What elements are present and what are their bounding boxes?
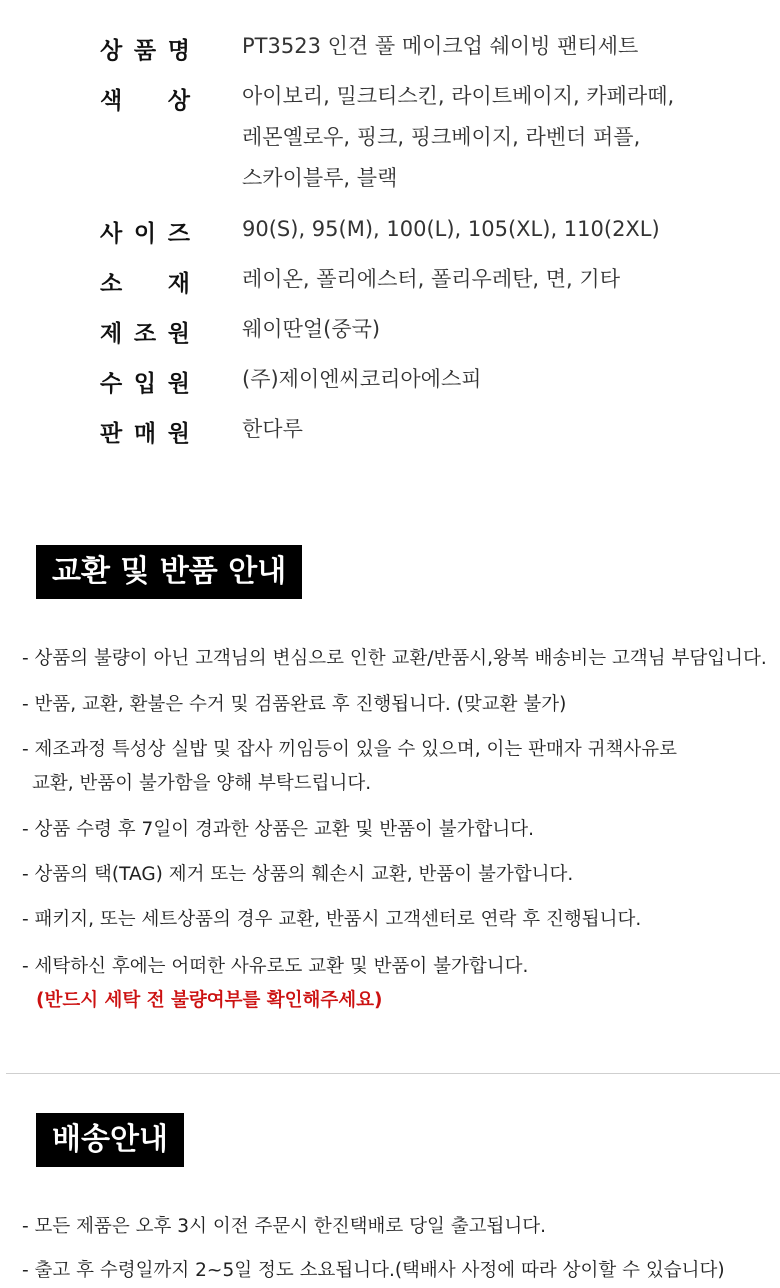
spec-label: 상 품 명 [100,38,190,64]
spec-value: (주)제이엔씨코리아에스피 [242,367,482,391]
exchange-note: - 제조과정 특성상 실밥 및 잡사 끼임등이 있을 수 있으며, 이는 판매자 귀책사유로 [22,739,677,760]
shipping-note: - 출고 후 수령일까지 2~5일 정도 소요됩니다.(택배사 사정에 따라 상이할 수 있습니다) [22,1260,725,1281]
spec-value: PT3523 인견 풀 메이크업 쉐이빙 팬티세트 [242,34,639,58]
exchange-note: - 상품의 택(TAG) 제거 또는 상품의 훼손시 교환, 반품이 불가합니다. [22,864,574,885]
spec-value-line: 레몬옐로우, 핑크, 핑크베이지, 라벤더 퍼플, [242,125,641,149]
shipping-section-title: 배송안내 [36,1113,184,1167]
exchange-section-title: 교환 및 반품 안내 [36,545,302,599]
spec-label: 수 입 원 [100,371,190,397]
spec-label: 소 재 [100,271,190,297]
exchange-note: - 패키지, 또는 세트상품의 경우 교환, 반품시 고객센터로 연락 후 진행됩니다. [22,909,642,930]
spec-label: 색 상 [100,88,190,114]
exchange-note: - 상품 수령 후 7일이 경과한 상품은 교환 및 반품이 불가합니다. [22,819,535,840]
spec-value: 한다루 [242,417,303,441]
exchange-note: - 세탁하신 후에는 어떠한 사유로도 교환 및 반품이 불가합니다. [22,956,529,977]
exchange-note-continued: 교환, 반품이 불가함을 양해 부탁드립니다. [32,773,372,794]
wash-warning: (반드시 세탁 전 불량여부를 확인해주세요) [36,990,383,1011]
section-divider [6,1073,780,1074]
exchange-note: - 상품의 불량이 아닌 고객님의 변심으로 인한 교환/반품시,왕복 배송비는 고객님 부담입니다. [22,648,767,669]
spec-label: 제 조 원 [100,321,190,347]
spec-value: 90(S), 95(M), 100(L), 105(XL), 110(2XL) [242,217,660,241]
spec-value-line: 아이보리, 밀크티스킨, 라이트베이지, 카페라떼, [242,84,675,108]
spec-value: 레이온, 폴리에스터, 폴리우레탄, 면, 기타 [242,267,620,291]
exchange-note: - 반품, 교환, 환불은 수거 및 검품완료 후 진행됩니다. (맞교환 불가) [22,694,567,715]
spec-label: 판 매 원 [100,421,190,447]
spec-value: 웨이딴얼(중국) [242,317,381,341]
spec-value-line: 스카이블루, 블랙 [242,166,398,190]
spec-label: 사 이 즈 [100,221,190,247]
shipping-note: - 모든 제품은 오후 3시 이전 주문시 한진택배로 당일 출고됩니다. [22,1216,547,1237]
